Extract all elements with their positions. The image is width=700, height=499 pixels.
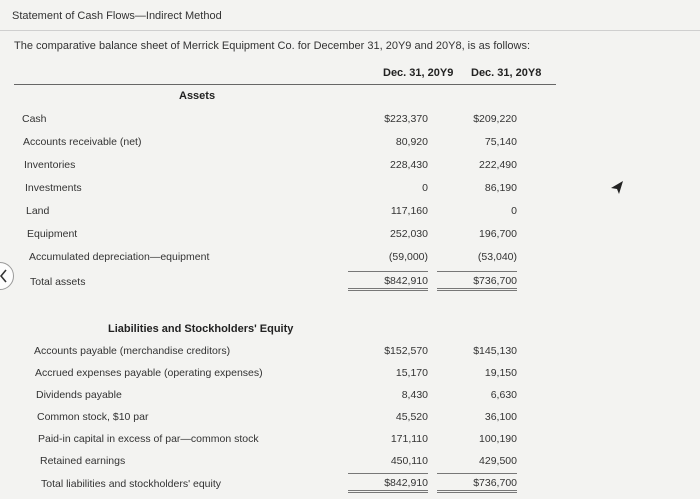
value-20y9: 45,520 (395, 411, 428, 423)
table-row (0, 345, 700, 363)
column-header-20y9: Dec. 31, 20Y9 (383, 67, 454, 79)
value-20y9: 228,430 (390, 159, 428, 171)
row-label: Accumulated depreciation—equipment (29, 251, 210, 263)
row-label: Land (26, 205, 50, 217)
table-row (0, 411, 700, 429)
page-title: Statement of Cash Flows—Indirect Method (12, 10, 222, 22)
value-20y9: 171,110 (390, 433, 428, 445)
value-20y9: 252,030 (390, 228, 428, 240)
liabilities-heading: Liabilities and Stockholders' Equity (108, 323, 294, 335)
value-20y8: 222,490 (479, 159, 517, 171)
row-label: Retained earnings (40, 455, 126, 467)
value-20y9: 0 (422, 182, 428, 194)
table-row-total (0, 271, 700, 289)
table-row (0, 228, 700, 246)
total-20y8: $736,700 (437, 473, 517, 493)
row-label: Paid-in capital in excess of par—common stock (38, 433, 259, 445)
value-20y8: (53,040) (477, 251, 517, 263)
value-20y9: 80,920 (395, 136, 428, 148)
chevron-left-icon (0, 269, 9, 283)
value-20y8: 75,140 (484, 136, 517, 148)
table-row (0, 455, 700, 473)
total-20y9: $842,910 (348, 271, 428, 291)
title-divider (0, 30, 700, 31)
table-row (0, 367, 700, 385)
table-row (0, 159, 700, 177)
total-20y8: $736,700 (437, 271, 517, 291)
value-20y9: $223,370 (384, 113, 428, 125)
column-header-20y8: Dec. 31, 20Y8 (471, 67, 542, 79)
row-label: Accounts payable (merchandise creditors) (34, 345, 231, 357)
value-20y8: 196,700 (479, 228, 517, 240)
table-row (0, 205, 700, 223)
value-20y8: $145,130 (473, 345, 517, 357)
row-label: Accrued expenses payable (operating expenses) (35, 367, 263, 379)
table-row-total (0, 473, 700, 491)
total-20y9: $842,910 (348, 473, 428, 493)
value-20y8: 429,500 (479, 455, 517, 467)
value-20y8: 100,190 (479, 433, 517, 445)
table-row (0, 113, 700, 131)
table-row (0, 433, 700, 451)
value-20y9: $152,570 (384, 345, 428, 357)
value-20y8: $209,220 (473, 113, 517, 125)
header-divider (14, 84, 556, 85)
row-label: Inventories (24, 159, 76, 171)
row-label: Common stock, $10 par (37, 411, 149, 423)
row-label: Cash (22, 113, 47, 125)
value-20y8: 86,190 (484, 182, 517, 194)
table-row (0, 136, 700, 154)
value-20y9: 450,110 (390, 455, 428, 467)
row-label: Total liabilities and stockholders' equity (41, 478, 222, 490)
value-20y9: 117,160 (390, 205, 428, 217)
value-20y9: 8,430 (401, 389, 428, 401)
problem-intro: The comparative balance sheet of Merrick Equipment Co. for December 31, 20Y9 and 20Y8, is as follows: (14, 40, 531, 52)
row-label: Accounts receivable (net) (23, 136, 142, 148)
table-row (0, 389, 700, 407)
row-label: Investments (25, 182, 82, 194)
assets-heading: Assets (179, 90, 216, 102)
value-20y8: 0 (511, 205, 517, 217)
value-20y8: 6,630 (490, 389, 517, 401)
mouse-cursor-icon (610, 180, 624, 196)
value-20y8: 36,100 (484, 411, 517, 423)
value-20y9: (59,000) (388, 251, 428, 263)
row-label: Equipment (27, 228, 78, 240)
table-row (0, 182, 700, 200)
table-row (0, 251, 700, 269)
value-20y9: 15,170 (395, 367, 428, 379)
value-20y8: 19,150 (484, 367, 517, 379)
row-label: Total assets (30, 276, 86, 288)
row-label: Dividends payable (36, 389, 122, 401)
